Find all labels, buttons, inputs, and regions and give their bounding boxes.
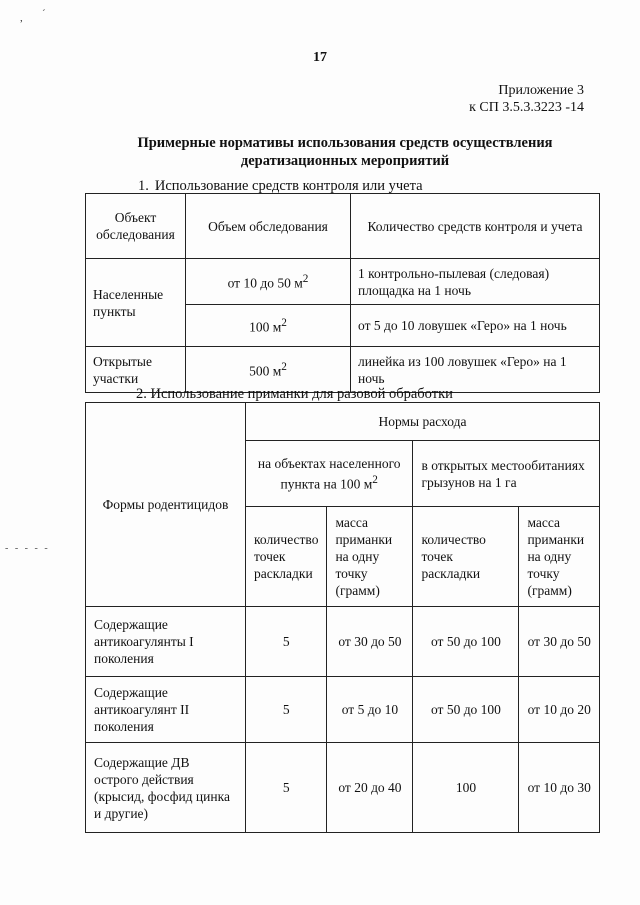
section2-heading: 2. Использование приманки для разовой обработки [136, 386, 453, 402]
unit-exponent: 2 [302, 273, 309, 286]
section1-number: 1. [138, 178, 149, 194]
unit-exponent: 2 [372, 473, 378, 486]
volume-cell [186, 259, 351, 305]
sub-header-cell: масса приманки на одну точку (грамм) [519, 507, 600, 607]
header-cell: Объем обследования [186, 194, 351, 259]
value-cell: от 10 до 20 [519, 677, 600, 743]
object-cell: Населенные пункты [86, 259, 186, 347]
bait-usage-table [85, 402, 600, 833]
value-cell: 100 [413, 743, 519, 833]
forms-header-cell: Формы родентицидов [86, 403, 246, 607]
volume-value: 100 м [249, 319, 282, 335]
settlement-header-cell [246, 441, 413, 507]
section1-title: Использование средств контроля или учета [154, 178, 423, 194]
value-cell: от 20 до 40 [327, 743, 413, 833]
value-cell: от 30 до 50 [519, 607, 600, 677]
object-cell: Открытые участки [86, 347, 186, 393]
form-cell: Содержащие антикоагулянты I поколения [86, 607, 246, 677]
scan-artifact-dashes: - - - - - [5, 543, 50, 554]
unit-exponent: 2 [281, 317, 287, 330]
title-line: Примерные нормативы использования средств осуществления [137, 135, 553, 151]
value-cell: 5 [246, 743, 327, 833]
value-cell: от 5 до 10 [327, 677, 413, 743]
volume-value: от 10 до 50 м [227, 275, 303, 291]
value-cell: от 50 до 100 [413, 607, 519, 677]
table-row [86, 677, 600, 743]
appendix-reference [469, 82, 584, 116]
document-title [90, 134, 600, 170]
volume-value: 500 м [249, 363, 282, 379]
value-cell: 5 [246, 677, 327, 743]
value-cell: 5 [246, 607, 327, 677]
appendix-line: Приложение 3 [498, 83, 584, 98]
value-cell: от 30 до 50 [327, 607, 413, 677]
value-cell: от 10 до 30 [519, 743, 600, 833]
title-line: дератизационных мероприятий [240, 153, 450, 169]
count-cell: линейка из 100 ловушек «Геро» на 1 ночь [351, 347, 600, 393]
sub-header-cell: количество точек раскладки [413, 507, 519, 607]
control-means-table [85, 193, 600, 393]
settlement-header-text: на объектах населенного пункта на 100 м [257, 455, 401, 492]
table-header-row [86, 194, 600, 259]
sub-header-cell: масса приманки на одну точку (грамм) [327, 507, 413, 607]
header-cell: Количество средств контроля и учета [351, 194, 600, 259]
scan-speck: , [20, 12, 23, 24]
table-row [86, 743, 600, 833]
header-cell: Объект обследования [86, 194, 186, 259]
count-cell: 1 контрольно-пылевая (следовая) площадка на 1 ночь [351, 259, 600, 305]
form-cell: Содержащие антикоагулянт II поколения [86, 677, 246, 743]
table-row [86, 607, 600, 677]
sub-header-cell: количество точек раскладки [246, 507, 327, 607]
appendix-line: к СП 3.5.3.3223 -14 [469, 100, 584, 115]
open-area-header-cell: в открытых местообитаниях грызунов на 1 га [413, 441, 600, 507]
unit-exponent: 2 [281, 361, 287, 374]
value-cell: от 50 до 100 [413, 677, 519, 743]
volume-cell [186, 305, 351, 347]
table-header-row [86, 403, 600, 441]
scan-speck: ´ [42, 8, 46, 20]
table-row [86, 259, 600, 305]
page-number: 17 [313, 50, 327, 65]
count-cell: от 5 до 10 ловушек «Геро» на 1 ночь [351, 305, 600, 347]
form-cell: Содержащие ДВ острого действия (крысид, фосфид цинка и другие) [86, 743, 246, 833]
norms-header-cell: Нормы расхода [246, 403, 600, 441]
